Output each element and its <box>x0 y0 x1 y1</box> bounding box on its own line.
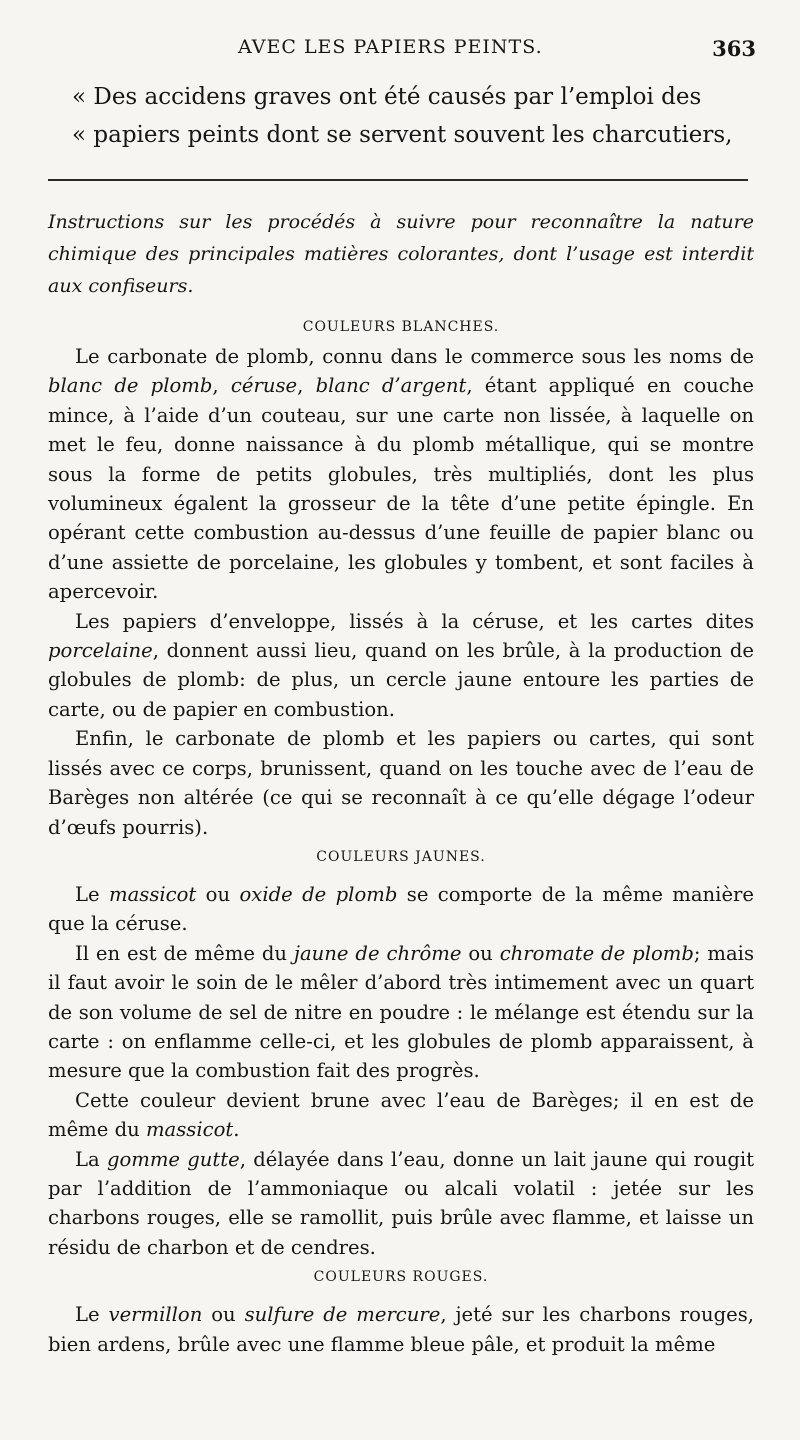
paragraph-blanches-1: Le carbonate de plomb, connu dans le commerce sous les noms de blanc de plomb, céruse, blanc d’argent, étant appliqué en couche mince, à l’aide d’un couteau, sur une carte non lissée, à laquelle on met le feu, donne naissance à du plomb métallique, qui se montre sous la forme de petits globules, très multipliés, dont les plus volumineux égalent la grosseur de la tête d’une petite épingle. En opérant cette combustion au-dessus d’une feuille de papier blanc ou d’une assiette de porcelaine, les globules y tombent, et sont faciles à apercevoir. <box>48 345 754 604</box>
paragraph-rouges-1: Le vermillon ou sulfure de mercure, jeté sur les charbons rouges, bien ardens, brûle avec une flamme bleue pâle, et produit la même <box>48 1303 755 1356</box>
paragraph-jaunes-4: La gomme gutte, délayée dans l’eau, donne un lait jaune qui rougit par l’addition de l’ammoniaque ou alcali volatil : jetée sur les charbons rouges, elle se ramollit, puis brûle avec flamme, et laisse un résidu de charbon et de cendres. <box>48 1147 755 1259</box>
paragraph-jaunes-3: Cette couleur devient brune avec l’eau de Barèges; il en est de même du massicot. <box>48 1088 754 1142</box>
paragraph-jaunes-1: Le massicot ou oxide de plomb se comporte de la même manière que la céruse. <box>48 882 754 936</box>
page-number: 363 <box>712 36 756 61</box>
section-title-jaunes: COULEURS JAUNES. <box>316 848 486 865</box>
section-title-blanches: COULEURS BLANCHES. <box>302 319 500 335</box>
paragraph-jaunes-2: Il en est de même du jaune de chrôme ou chromate de plomb; mais il faut avoir le soin de le mêler d’abord très intimement avec un quart de son volume de sel de nitre en poudre : le mélange est étendu sur la carte : on enflamme celle-ci, et les globules de plomb apparaissent, à mesure que la combustion fait des progrès. <box>48 941 754 1083</box>
quoted-text <box>72 78 756 154</box>
section-title-rouges: COULEURS ROUGES. <box>313 1269 489 1286</box>
page-header <box>48 36 756 72</box>
quoted-line-2: « papiers peints dont se servent souvent les charcutiers, <box>72 122 733 148</box>
paragraph-blanches-2: Les papiers d’enveloppe, lissés à la céruse, et les cartes dites porcelaine, donnent aussi lieu, quand on les brûle, à la production de globules de plomb: de plus, un cercle jaune entoure les parties de carte, ou de papier en combustion. <box>48 609 754 721</box>
quoted-line-1: « Des accidens graves ont été causés par l’emploi des <box>72 84 702 110</box>
instructions-heading: Instructions sur les procédés à suivre pour reconnaître la nature chimique des principales matières colorantes, dont l’usage est interdit aux confiseurs. <box>48 211 754 297</box>
section-divider <box>48 179 748 181</box>
paragraph-blanches-3: Enfin, le carbonate de plomb et les papiers ou cartes, qui sont lissés avec ce corps, brunissent, quand on les touche avec de l’eau de Barèges non altérée (ce qui se reconnaît à ce qu’elle dégage l’odeur d’œufs pourris). <box>48 727 754 839</box>
main-text <box>48 206 754 1359</box>
running-title: AVEC LES PAPIERS PEINTS. <box>238 36 543 58</box>
